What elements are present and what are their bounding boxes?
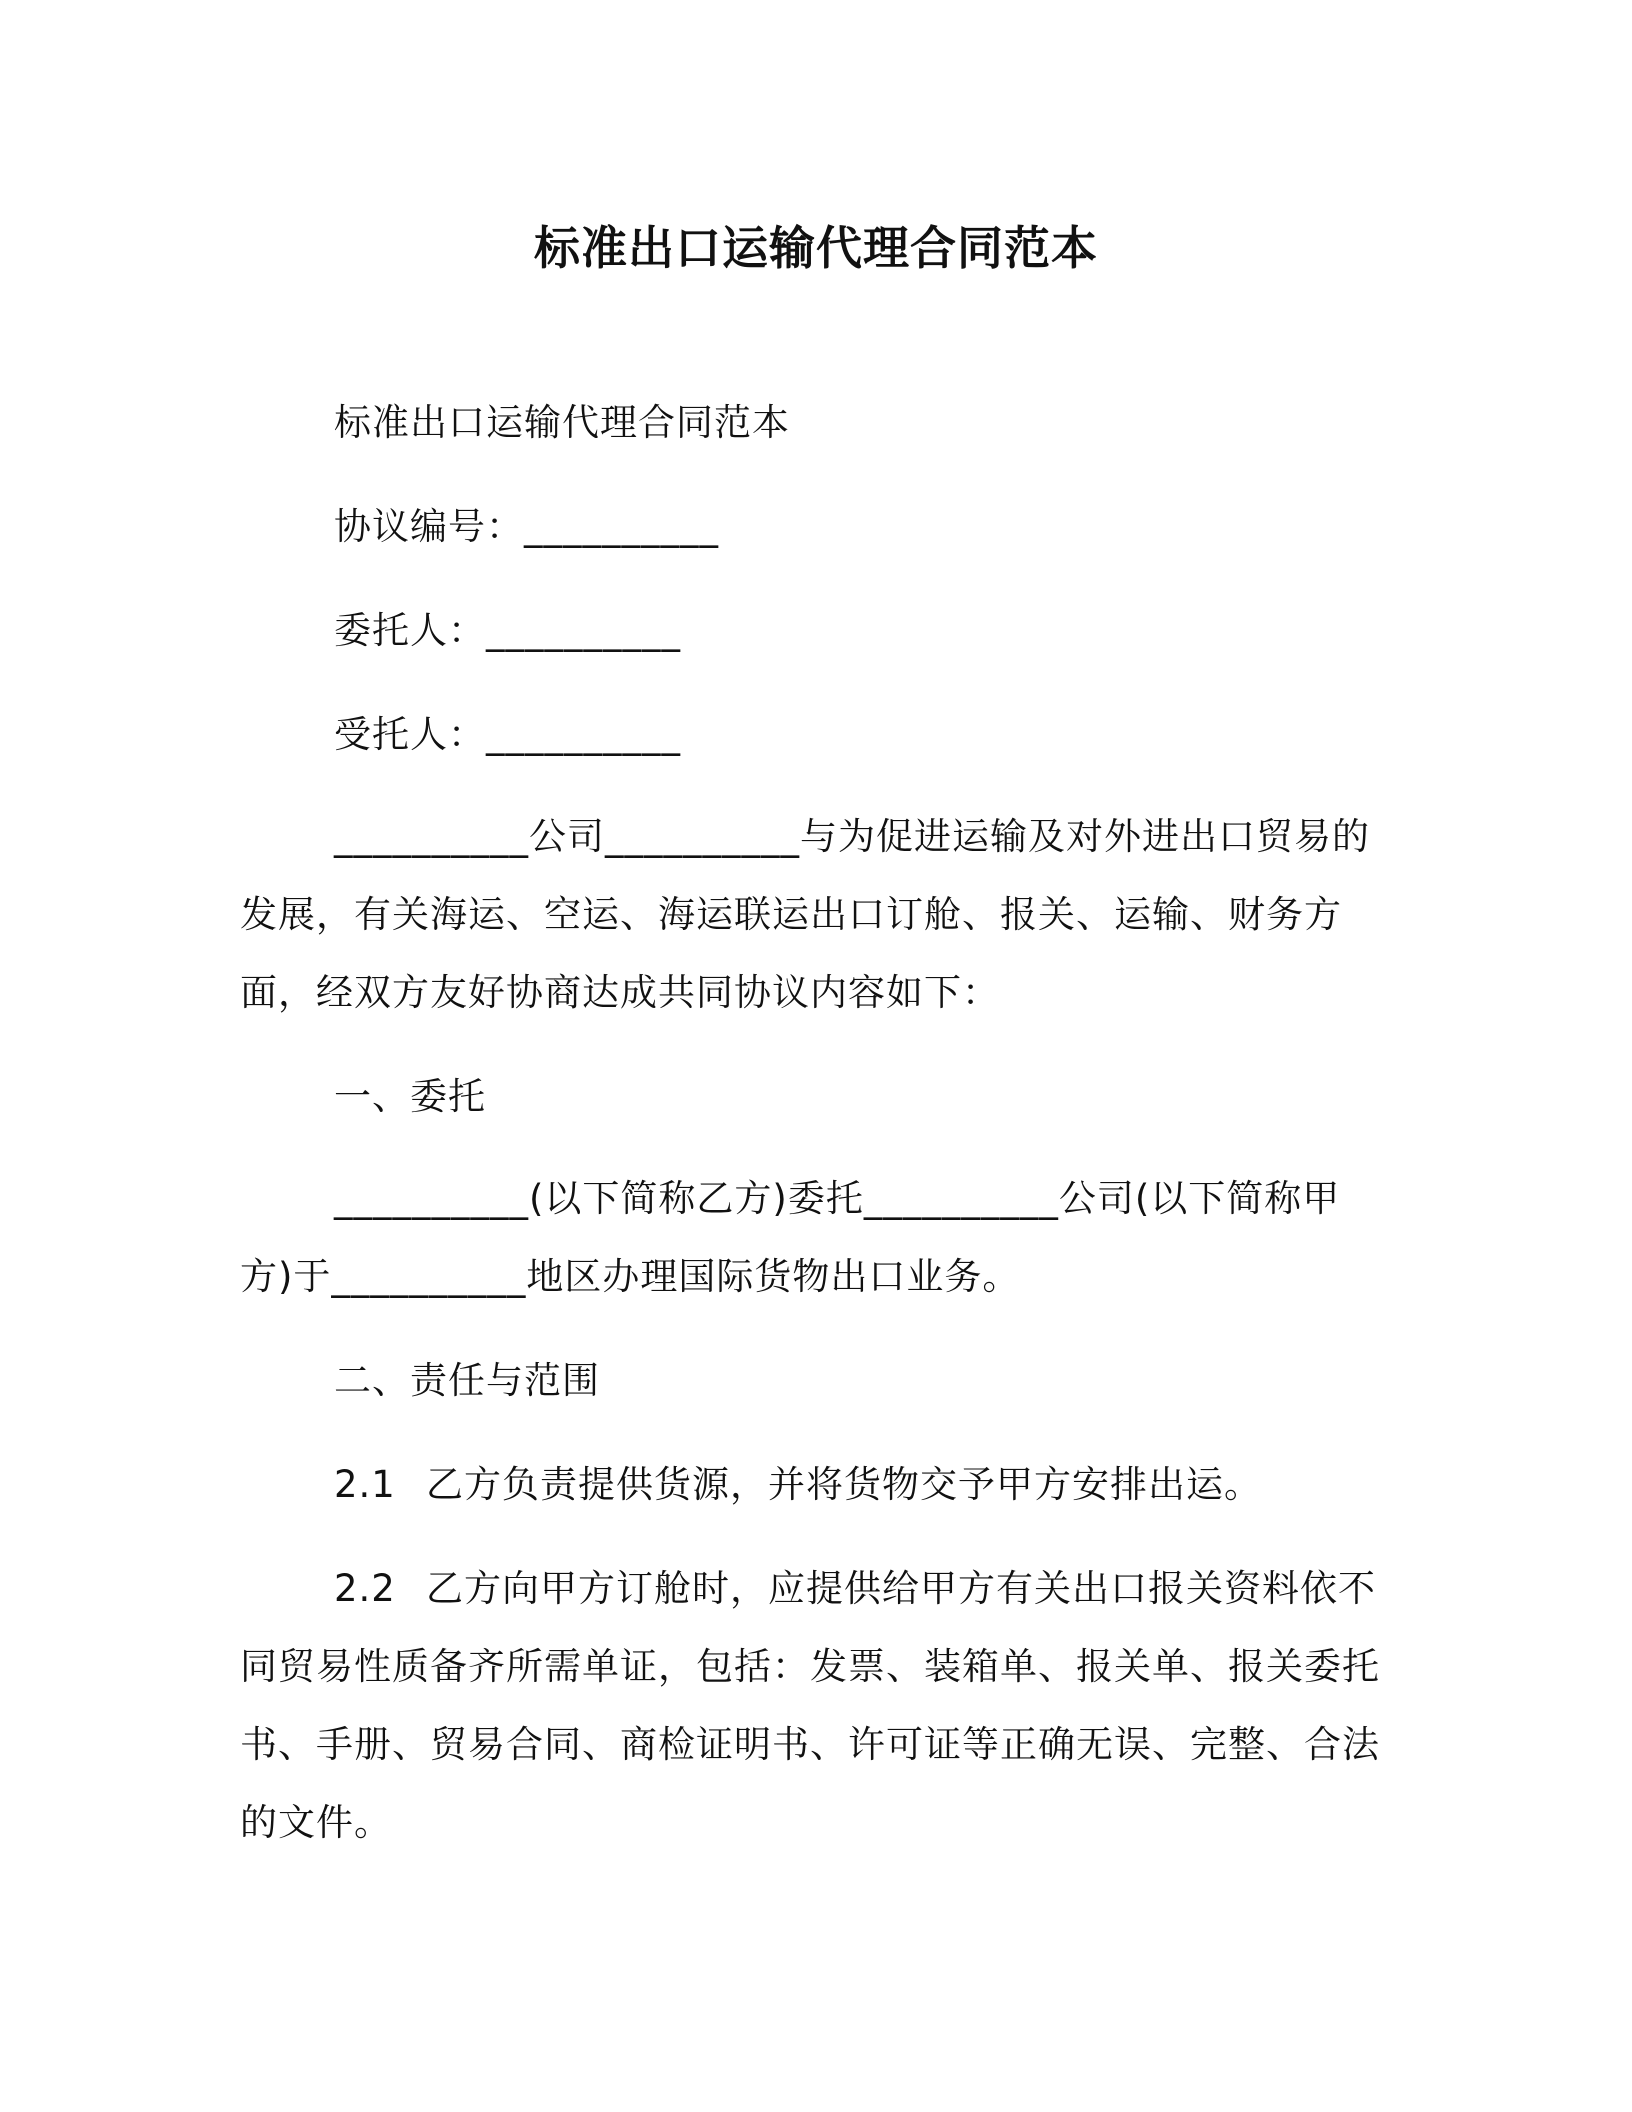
clause-2-2-text: 乙方向甲方订舱时，应提供给甲方有关出口报关资料依不同贸易性质备齐所需单证，包括：发票、装箱单、报关单、报关委托书、手册、贸易合同、商检证明书、许可证等正确无误、完整、合法的文件。 (240, 1567, 1380, 1844)
clause-2-2-number: 2.2 (334, 1567, 396, 1610)
clause-2-2 (240, 1550, 1385, 1862)
document-title: 标准出口运输代理合同范本 (534, 221, 1098, 275)
principal-field: 委托人：__________ (334, 609, 681, 652)
section-2-heading: 二、责任与范围 (334, 1359, 600, 1402)
intro-paragraph: __________公司__________与为促进运输及对外进出口贸易的发展，有关海运、空运、海运联运出口订舱、报关、运输、财务方面，经双方友好协商达成共同协议内容如下： (240, 815, 1370, 1014)
clause-2-1-text: 乙方负责提供货源，并将货物交予甲方安排出运。 (426, 1463, 1262, 1506)
subtitle: 标准出口运输代理合同范本 (334, 401, 790, 444)
agreement-number-field: 协议编号：__________ (334, 505, 719, 548)
section-1-paragraph: __________(以下简称乙方)委托__________公司(以下简称甲方)于__________地区办理国际货物出口业务。 (240, 1177, 1341, 1298)
clause-2-1-number: 2.1 (334, 1463, 396, 1506)
clause-2-1 (240, 1446, 1385, 1524)
section-1-heading: 一、委托 (334, 1075, 486, 1118)
agent-field: 受托人：__________ (334, 713, 681, 756)
